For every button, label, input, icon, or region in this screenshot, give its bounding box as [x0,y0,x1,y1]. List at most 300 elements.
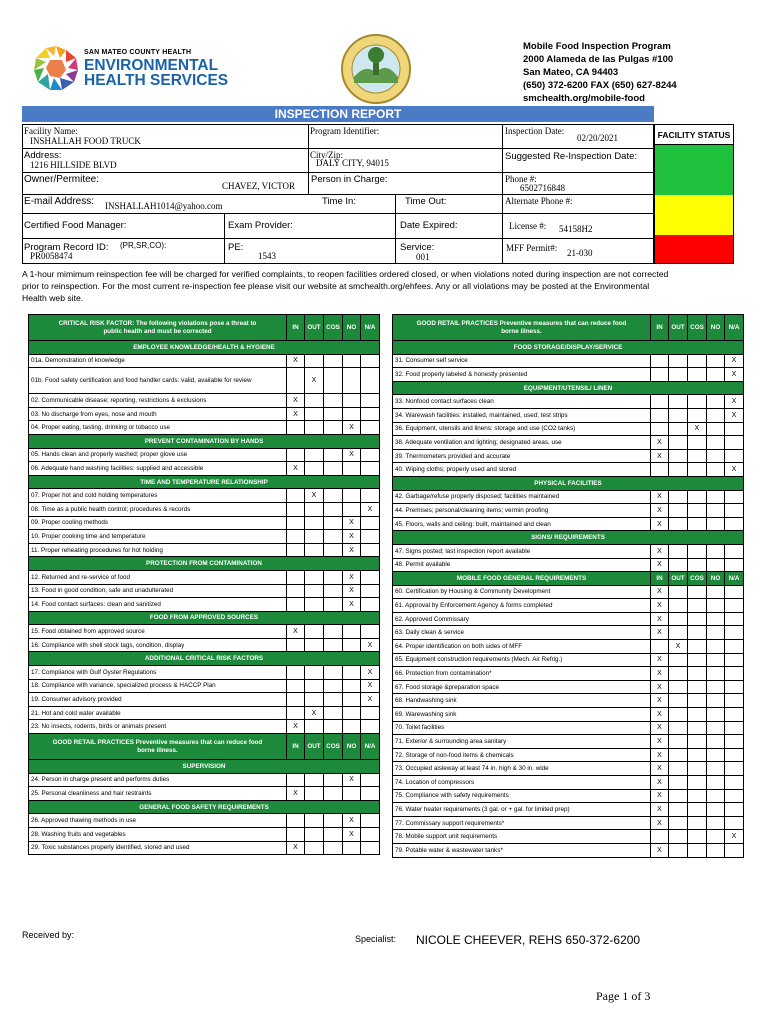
mark-cell [669,694,688,708]
city-zip: DALY CITY, 94015 [316,158,389,168]
mark-cell [343,841,361,855]
mark-x: X [361,502,380,516]
mark-cell [688,463,707,477]
mark-cell [343,489,361,503]
org-name-line1: ENVIRONMENTAL [84,57,219,74]
mark-cell [725,436,744,450]
mark-cell [324,693,343,707]
table-row [393,436,744,450]
mark-cell [651,830,669,844]
column-header-cos: COS [688,572,707,586]
mark-cell [324,638,343,652]
mark-cell [707,762,725,776]
mark-x: X [343,530,361,544]
mark-cell [669,368,688,382]
item-label: 01a. Demonstration of knowledge [29,354,287,368]
section-title: EQUIPMENT/UTENSIL/ LINEN [393,381,744,395]
mark-cell [305,625,324,639]
mark-x: X [725,830,744,844]
section-row [29,800,380,814]
reinspection-notice: A 1-hour mimimum reinspection fee will be charged for verified complaints, to reopen facilities ordered closed, or when violations noted during inspection are not corrected prior to reinspection. For the most current re-inspection fee please visit our website at smchealth.org/ehfees. Any or all violations may be posted at the Environmental Health web site. [22,269,669,303]
mark-cell [707,585,725,599]
service-value: 001 [416,252,430,262]
pe-label: PE: [228,242,244,253]
item-label: 42. Garbage/refuse properly disposed; facilities maintained [393,490,651,504]
mark-cell [343,720,361,734]
table-row [393,803,744,817]
mark-cell [669,354,688,368]
mark-cell [287,489,305,503]
mark-cell [669,612,688,626]
table-row [29,462,380,476]
mark-x: X [651,694,669,708]
mark-cell [305,720,324,734]
mark-x: X [343,584,361,598]
mark-cell [725,599,744,613]
mark-cell [725,449,744,463]
table-row [29,841,380,855]
mark-x: X [343,598,361,612]
mark-x: X [651,653,669,667]
specialist-label: Specialist: [355,934,397,944]
mark-cell [669,708,688,722]
mark-cell [707,843,725,857]
mark-cell [707,408,725,422]
mark-cell [324,720,343,734]
column-header-in: IN [651,315,669,341]
mark-cell [305,570,324,584]
table-row [29,570,380,584]
item-label: 16. Compliance with shell stock tags, condition, display [29,638,287,652]
mark-cell [725,735,744,749]
table-row [29,354,380,368]
date-expired-label: Date Expired: [400,220,458,231]
mark-cell [707,558,725,572]
table-row [29,787,380,801]
time-in-label: Time In: [322,196,356,207]
mark-cell [707,830,725,844]
mark-cell [707,395,725,409]
table-row [393,843,744,857]
mark-cell [361,543,380,557]
mark-cell [305,814,324,828]
table-row [29,693,380,707]
mark-cell [688,721,707,735]
mark-cell [669,762,688,776]
mark-x: X [651,585,669,599]
section-title: FOOD FROM APPROVED SOURCES [29,611,380,625]
mark-x: X [287,625,305,639]
mark-cell [305,638,324,652]
mark-cell [707,463,725,477]
mark-cell [725,680,744,694]
mark-cell [361,598,380,612]
mark-cell [305,354,324,368]
mark-cell [688,544,707,558]
mark-x: X [287,394,305,408]
mark-cell [305,679,324,693]
item-label: 24. Person in charge present and performs duties [29,773,287,787]
section-row [29,652,380,666]
mark-cell [688,748,707,762]
mark-cell [287,666,305,680]
item-label: 02. Communicable disease; reporting, restrictions & exclusions [29,394,287,408]
mark-cell [324,598,343,612]
column-header-cos: COS [324,315,343,341]
mark-cell [305,407,324,421]
mark-cell [305,828,324,842]
mark-cell [688,708,707,722]
mark-cell [707,640,725,654]
mark-cell [305,598,324,612]
mark-cell [305,693,324,707]
mark-cell [707,803,725,817]
mark-x: X [651,544,669,558]
mark-cell [361,516,380,530]
mark-cell [669,504,688,518]
violations-table-right [392,314,744,858]
mark-cell [361,814,380,828]
item-label: 44. Premises; personal/cleaning items; vermin proofing [393,504,651,518]
table-row [29,638,380,652]
mark-cell [725,762,744,776]
mark-cell [305,841,324,855]
mark-x: X [305,706,324,720]
received-by-label: Received by: [22,930,75,940]
mark-cell [343,502,361,516]
mark-x: X [651,517,669,531]
mark-cell [324,706,343,720]
mark-cell [707,354,725,368]
table-row [29,489,380,503]
item-label: 15. Food obtained from approved source [29,625,287,639]
item-label: 67. Food storage &preparation space [393,680,651,694]
item-label: 05. Hands clean and properly washed; proper glove use [29,448,287,462]
mark-cell [361,706,380,720]
mark-cell [669,803,688,817]
program-id-label: Program Identifier: [310,126,380,136]
item-label: 45. Floors, walls and ceiling: built, maintained and clean [393,517,651,531]
column-header-out: OUT [305,734,324,760]
mark-cell [287,814,305,828]
table-row [393,735,744,749]
mark-cell [361,584,380,598]
table-row [393,449,744,463]
mff-permit-label: MFF Permit#: [506,243,558,253]
column-header-na: N/A [361,734,380,760]
mark-cell [287,828,305,842]
column-header-no: NO [707,315,725,341]
phone-value: 6502716848 [520,183,565,193]
item-label: 77. Commissary support requirements* [393,816,651,830]
mark-x: X [651,680,669,694]
column-header-no: NO [343,315,361,341]
table-row [29,516,380,530]
mark-x: X [343,421,361,435]
mark-cell [324,448,343,462]
mark-x: X [651,626,669,640]
table-row [29,368,380,394]
mark-cell [669,517,688,531]
mark-x: X [651,667,669,681]
mark-cell [324,814,343,828]
status-yellow [655,195,733,235]
mark-cell [305,394,324,408]
column-header-in: IN [287,734,305,760]
violations-table-left [28,314,380,855]
mark-cell [688,612,707,626]
item-label: 36. Equipment, utensils and linens: storage and use (CO2 tanks) [393,422,651,436]
table-row [29,421,380,435]
mark-cell [287,448,305,462]
mark-cell [707,490,725,504]
table-row [29,530,380,544]
mark-x: X [287,841,305,855]
mark-cell [669,653,688,667]
item-label: 11. Proper reheating procedures for hot holding [29,543,287,557]
mark-cell [707,504,725,518]
mark-cell [287,598,305,612]
item-label: 64. Proper identification on both sides of MFF [393,640,651,654]
mark-cell [688,490,707,504]
item-label: 14. Food contact surfaces: clean and sanitized [29,598,287,612]
inspection-date: 02/20/2021 [577,133,619,143]
table-row [393,504,744,518]
address-line: 2000 Alameda de las Pulgas #100 [523,54,674,65]
mark-cell [361,720,380,734]
license-label: License #: [509,221,547,231]
mark-x: X [343,448,361,462]
divider [22,213,654,214]
section-row [29,315,380,341]
license-value: 54158H2 [559,224,593,234]
item-label: 21. Hot and cold water available [29,706,287,720]
column-header-cos: COS [688,315,707,341]
item-label: 62. Approved Commissary [393,612,651,626]
mark-cell [707,748,725,762]
mark-cell [669,449,688,463]
program-record-codes: (PR,SR,CO): [120,241,167,250]
mark-cell [688,803,707,817]
mark-cell [688,843,707,857]
mark-cell [707,436,725,450]
mark-cell [725,721,744,735]
item-label: 33. Nonfood contact surfaces clean [393,395,651,409]
section-header: MOBILE FOOD GENERAL REQUIREMENTS [393,572,651,586]
mark-x: X [651,558,669,572]
item-label: 09. Proper cooling methods [29,516,287,530]
mark-x: X [651,843,669,857]
item-label: 69. Warewashing sink [393,708,651,722]
mark-cell [343,706,361,720]
mark-cell [688,762,707,776]
section-header: CRITICAL RISK FACTOR: The following violations pose a threat to public health and must be corrected [29,315,287,341]
mark-cell [707,721,725,735]
item-label: 70. Toilet facilities [393,721,651,735]
mark-cell [688,640,707,654]
mark-cell [669,626,688,640]
mark-cell [707,368,725,382]
item-label: 74. Location of compressors [393,776,651,790]
mark-x: X [361,679,380,693]
mark-cell [725,843,744,857]
table-row [393,626,744,640]
mark-cell [669,748,688,762]
table-row [393,694,744,708]
mark-cell [707,544,725,558]
org-name-line2: HEALTH SERVICES [84,72,229,89]
table-row [29,598,380,612]
item-label: 66. Protection from contamination* [393,667,651,681]
mark-cell [287,421,305,435]
mark-cell [287,584,305,598]
mark-x: X [305,489,324,503]
mark-cell [361,448,380,462]
address-line: Mobile Food Inspection Program [523,41,671,52]
mark-cell [707,599,725,613]
item-label: 39. Thermometers provided and accurate [393,449,651,463]
table-row [393,599,744,613]
mark-cell [669,667,688,681]
mark-cell [324,570,343,584]
mark-cell [725,490,744,504]
table-row [393,830,744,844]
table-row [393,776,744,790]
table-row [29,543,380,557]
mark-cell [324,502,343,516]
mark-cell [324,625,343,639]
mark-cell [725,626,744,640]
divider [22,172,654,173]
mark-cell [688,449,707,463]
mark-cell [688,789,707,803]
section-title: TIME AND TEMPERATURE RELATIONSHIP [29,475,380,489]
mark-cell [707,612,725,626]
table-row [29,828,380,842]
mark-cell [688,830,707,844]
alt-phone-label: Alternate Phone #: [505,196,573,206]
item-label: 06. Adequate hand washing facilities: supplied and accessible [29,462,287,476]
mark-cell [305,543,324,557]
item-label: 23. No insects, rodents, birds or animals present [29,720,287,734]
item-label: 13. Food in good condition, safe and unadulterated [29,584,287,598]
mark-cell [343,666,361,680]
mark-cell [343,679,361,693]
mark-cell [361,570,380,584]
section-row [29,734,380,760]
mark-cell [324,394,343,408]
table-row [393,762,744,776]
mark-cell [669,558,688,572]
mark-x: X [651,449,669,463]
person-in-charge-label: Person in Charge: [311,174,388,185]
mark-x: X [343,814,361,828]
table-row [393,395,744,409]
mark-cell [305,666,324,680]
mark-cell [725,422,744,436]
mark-cell [361,354,380,368]
mark-cell [287,543,305,557]
mark-x: X [287,354,305,368]
mark-cell [343,787,361,801]
item-label: 68. Handwashing sink [393,694,651,708]
table-row [29,394,380,408]
mark-cell [688,816,707,830]
facility-status-label: FACILITY STATUS [655,125,733,145]
mark-cell [361,489,380,503]
table-row [393,558,744,572]
column-header-no: NO [343,734,361,760]
mark-cell [324,462,343,476]
mark-cell [343,625,361,639]
mark-cell [688,599,707,613]
table-row [393,680,744,694]
mark-cell [287,679,305,693]
mark-cell [725,789,744,803]
item-label: 26. Approved thawing methods in use [29,814,287,828]
mark-x: X [361,638,380,652]
column-header-no: NO [707,572,725,586]
org-name-small: SAN MATEO COUNTY HEALTH [84,49,192,56]
mark-x: X [651,789,669,803]
table-row [393,653,744,667]
section-header: GOOD RETAIL PRACTICES Preventive measures that can reduce food borne illness. [29,734,287,760]
mark-cell [305,462,324,476]
mark-cell [688,395,707,409]
mark-cell [707,517,725,531]
mark-cell [324,841,343,855]
mark-cell [688,504,707,518]
program-address [523,40,677,105]
mark-cell [707,708,725,722]
inspection-date-label: Inspection Date: [505,126,565,136]
mark-cell [669,436,688,450]
mark-cell [361,625,380,639]
item-label: 08. Time as a public health control; procedures & records [29,502,287,516]
table-row [393,640,744,654]
item-label: 03. No discharge from eyes, nose and mouth [29,407,287,421]
mark-cell [725,544,744,558]
mark-x: X [651,762,669,776]
mark-cell [688,667,707,681]
address-value: 1216 HILLSIDE BLVD [30,160,117,170]
mark-cell [651,463,669,477]
item-label: 48. Permit available [393,558,651,572]
table-row [393,721,744,735]
mark-x: X [343,543,361,557]
section-row [393,572,744,586]
table-row [393,585,744,599]
mark-cell [287,502,305,516]
table-row [29,666,380,680]
mark-cell [707,680,725,694]
facility-status [654,124,734,264]
mark-cell [287,368,305,394]
table-row [393,408,744,422]
facility-name-label: Facility Name: [24,126,78,136]
table-row [393,789,744,803]
item-label: 01b. Food safety certification and food handler cards: valid, available for review [29,368,287,394]
mark-x: X [725,368,744,382]
mark-cell [688,354,707,368]
mark-cell [688,735,707,749]
mark-cell [324,787,343,801]
column-header-out: OUT [669,315,688,341]
program-record-label: Program Record ID: [24,242,109,253]
table-row [393,816,744,830]
mark-cell [688,776,707,790]
divider [22,148,654,149]
